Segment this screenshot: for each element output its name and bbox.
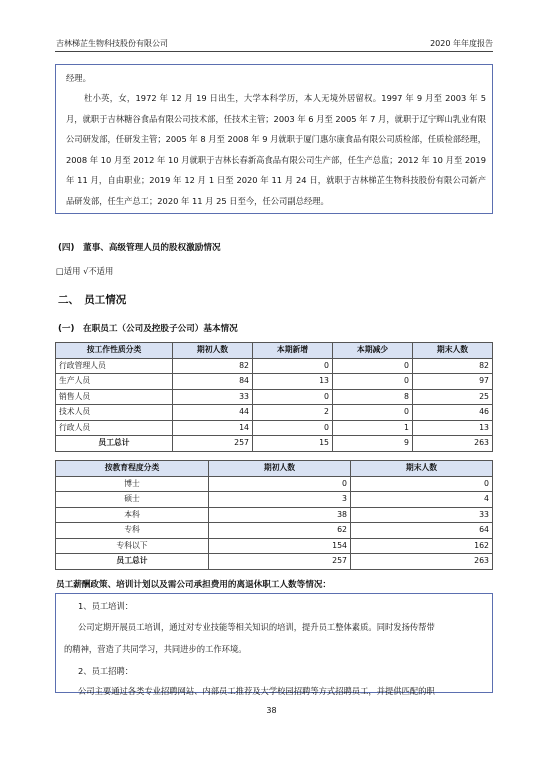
page-number: 38 xyxy=(266,706,277,715)
bio-box xyxy=(55,64,493,214)
table-row xyxy=(56,476,493,492)
table-cell: 38 xyxy=(209,507,351,523)
table-cell: 0 xyxy=(253,358,333,374)
column-header: 本期减少 xyxy=(333,343,413,359)
table-cell: 0 xyxy=(333,405,413,421)
table-cell: 13 xyxy=(253,374,333,390)
column-header: 期末人数 xyxy=(413,343,493,359)
table-cell: 生产人员 xyxy=(56,374,173,390)
table-cell: 9 xyxy=(333,436,413,452)
table-cell: 技术人员 xyxy=(56,405,173,421)
table-cell: 257 xyxy=(209,554,351,570)
policy-title: 员工薪酬政策、培训计划以及需公司承担费用的离退休职工人数等情况： xyxy=(56,580,332,590)
section-staff-title: 二、 员工情况 xyxy=(58,294,127,306)
table-cell: 46 xyxy=(413,405,493,421)
header-company: 吉林梯芷生物科技股份有限公司 xyxy=(56,39,168,48)
table-cell: 8 xyxy=(333,389,413,405)
table-row xyxy=(56,507,493,523)
table-cell: 3 xyxy=(209,492,351,508)
table-cell: 44 xyxy=(173,405,253,421)
table-cell: 员工总计 xyxy=(56,436,173,452)
policy-recruit-text: 公司主要通过各类专业招聘网站、内部员工推荐及大学校园招聘等方式招聘员工，并提供匹配的职 xyxy=(78,686,435,696)
table-row xyxy=(56,420,493,436)
table-cell: 硕士 xyxy=(56,492,209,508)
table-cell: 销售人员 xyxy=(56,389,173,405)
column-header: 按教育程度分类 xyxy=(56,461,209,477)
table-row xyxy=(56,358,493,374)
staff-by-education-table xyxy=(55,460,493,570)
table-cell: 0 xyxy=(253,420,333,436)
table-cell: 84 xyxy=(173,374,253,390)
table-cell: 员工总计 xyxy=(56,554,209,570)
table-total-row xyxy=(56,436,493,452)
table-header-row xyxy=(56,461,493,477)
table-cell: 1 xyxy=(333,420,413,436)
table-row xyxy=(56,492,493,508)
table-cell: 33 xyxy=(173,389,253,405)
table-cell: 162 xyxy=(351,538,493,554)
table-cell: 行政管理人员 xyxy=(56,358,173,374)
table-cell: 0 xyxy=(253,389,333,405)
policy-box xyxy=(55,593,493,696)
table-cell: 154 xyxy=(209,538,351,554)
table-header-row xyxy=(56,343,493,359)
table-cell: 33 xyxy=(351,507,493,523)
table-cell: 263 xyxy=(413,436,493,452)
table-row xyxy=(56,389,493,405)
table-cell: 4 xyxy=(351,492,493,508)
table-cell: 行政人员 xyxy=(56,420,173,436)
table-cell: 本科 xyxy=(56,507,209,523)
column-header: 期末人数 xyxy=(351,461,493,477)
table-cell: 0 xyxy=(351,476,493,492)
table-cell: 专科 xyxy=(56,523,209,539)
table-cell: 82 xyxy=(173,358,253,374)
bio-paragraph: 杜小英，女，1972 年 12 月 19 日出生，大学本科学历，本人无境外居留权。1997 年 9 月至 2003 年 5 月，就职于吉林糖谷食品有限公司技术部，任技术主管；2003 年 6 月至 2005 年 7 月，就职于辽宁辉山乳业有限公司研发部，任研发主管；2005 年 8 月至 2008 年 9 月就职于厦门惠尔康食品有限公司质检部，任质检部经理，2008 年 10 月至 2012 年 10 月就职于吉林长春新高食品有限公司生产部，任生产总监；2012 年 10 月至 2019 年 11 月，自由职业；2019 年 12 月 1 日至 2020 年 11 月 24 日，就职于吉林梯芷生物科技股份有限公司新产品研发部，任生产总工；2020 年 11 月 25 日至今，任公司副总经理。 xyxy=(66,93,486,206)
section-staff-subtitle: (一) 在职员工（公司及控股子公司）基本情况 xyxy=(58,324,238,334)
table-cell: 0 xyxy=(209,476,351,492)
table-cell: 82 xyxy=(413,358,493,374)
policy-training-text-1: 公司定期开展员工培训，通过对专业技能等相关知识的培训，提升员工整体素质。同时发扬传帮带 xyxy=(78,622,435,632)
column-header: 期初人数 xyxy=(173,343,253,359)
table-cell: 257 xyxy=(173,436,253,452)
table-cell: 62 xyxy=(209,523,351,539)
table-cell: 263 xyxy=(351,554,493,570)
table-cell: 14 xyxy=(173,420,253,436)
table-cell: 64 xyxy=(351,523,493,539)
header-divider xyxy=(55,51,493,52)
table-row xyxy=(56,538,493,554)
table-cell: 0 xyxy=(333,374,413,390)
column-header: 期初人数 xyxy=(209,461,351,477)
column-header: 按工作性质分类 xyxy=(56,343,173,359)
table-cell: 25 xyxy=(413,389,493,405)
policy-training-heading: 1、员工培训： xyxy=(78,601,134,611)
table-cell: 博士 xyxy=(56,476,209,492)
table-cell: 2 xyxy=(253,405,333,421)
header-report-title: 2020 年年度报告 xyxy=(430,39,493,48)
table-row xyxy=(56,405,493,421)
table-cell: 97 xyxy=(413,374,493,390)
table-cell: 15 xyxy=(253,436,333,452)
policy-training-text-2: 的精神，营造了共同学习，共同进步的工作环境。 xyxy=(64,644,247,654)
table-cell: 0 xyxy=(333,358,413,374)
table-row xyxy=(56,523,493,539)
bio-first-line: 经理。 xyxy=(66,73,91,83)
column-header: 本期新增 xyxy=(253,343,333,359)
table-total-row xyxy=(56,554,493,570)
table-row xyxy=(56,374,493,390)
equity-incentive-choice: □适用 √不适用 xyxy=(56,266,114,276)
policy-recruit-heading: 2、员工招聘： xyxy=(78,666,134,676)
table-cell: 专科以下 xyxy=(56,538,209,554)
table-cell: 13 xyxy=(413,420,493,436)
section-equity-incentive-title: (四) 董事、高级管理人员的股权激励情况 xyxy=(58,243,221,253)
staff-by-role-table xyxy=(55,342,493,452)
